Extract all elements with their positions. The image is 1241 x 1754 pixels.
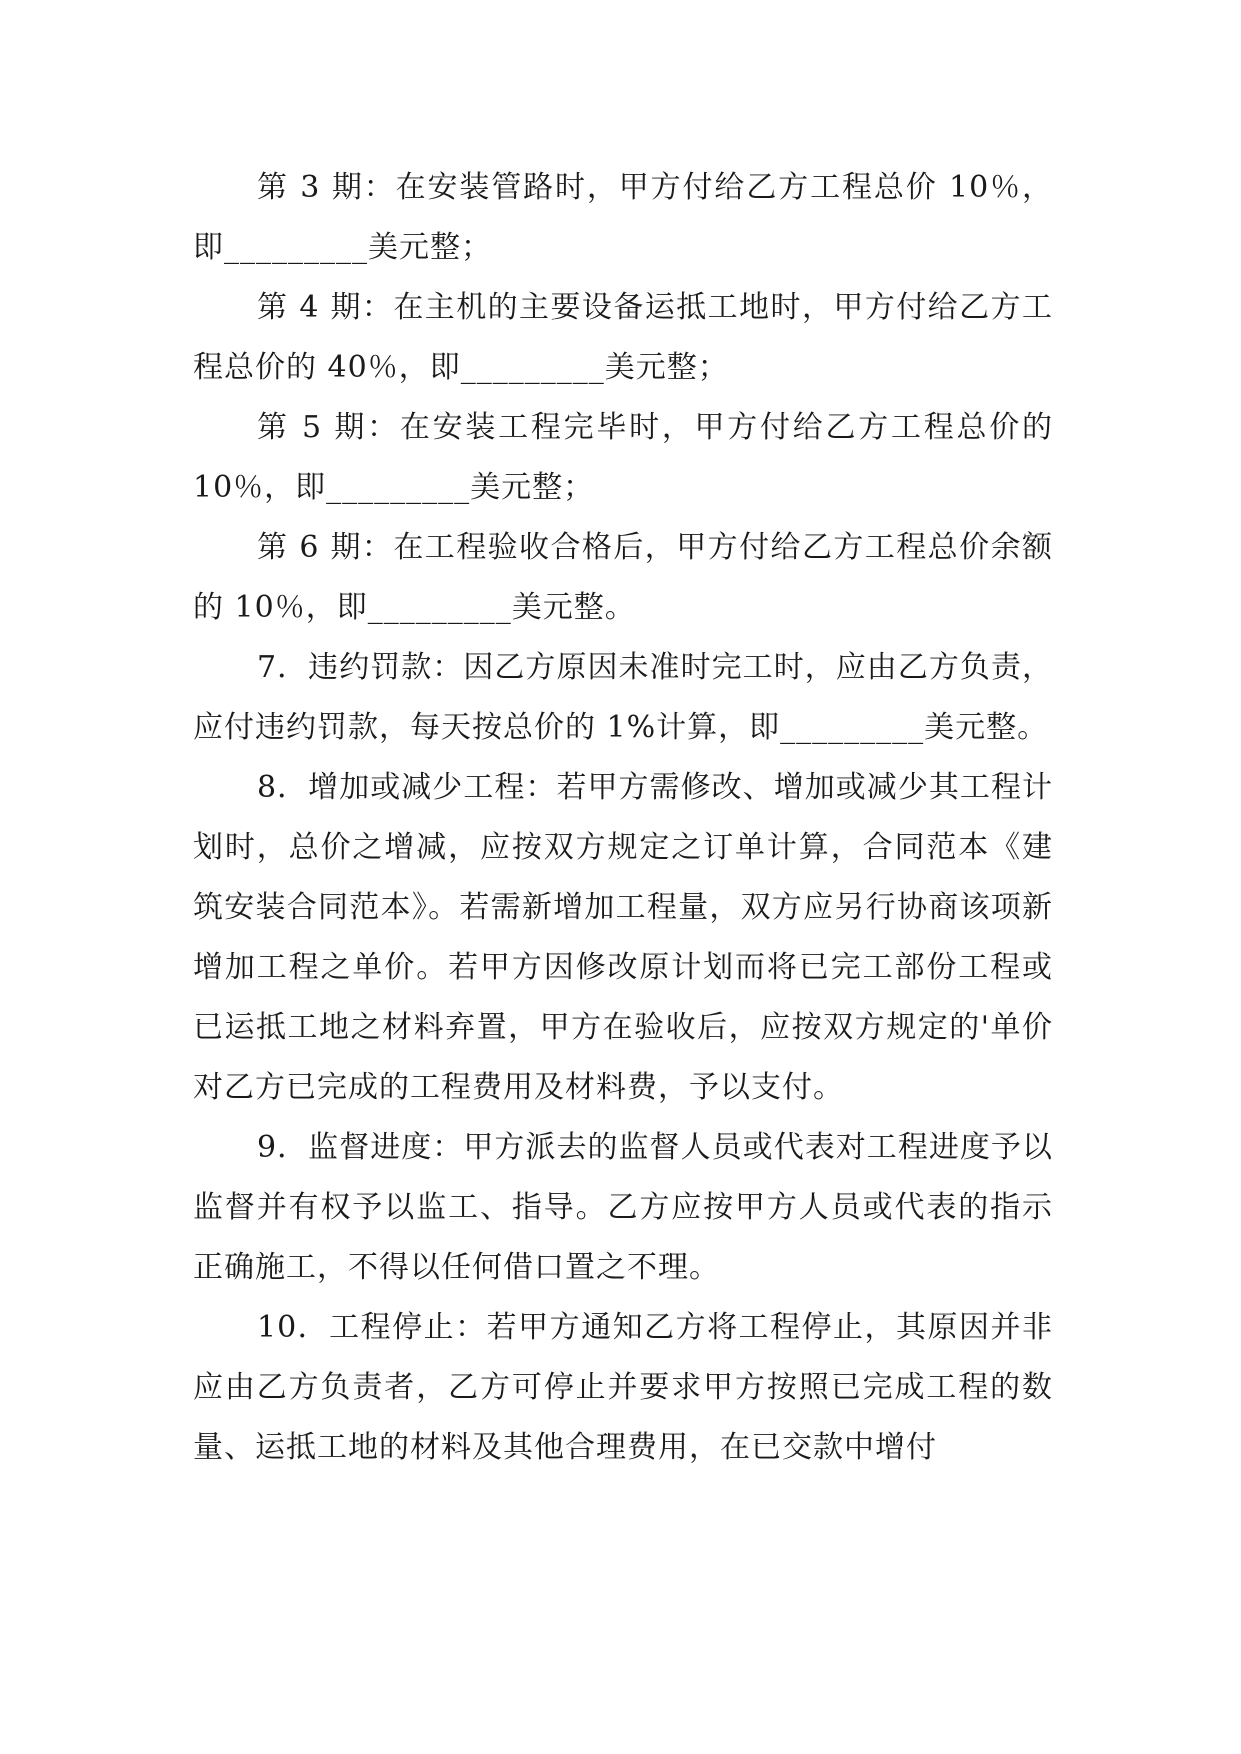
- paragraph-clause-7-penalty: 7．违约罚款：因乙方原因未准时完工时，应由乙方负责，应付违约罚款，每天按总价的 1%计算，即_________美元整。: [193, 650, 1053, 745]
- paragraph-clause-10-stoppage: 10．工程停止：若甲方通知乙方将工程停止，其原因并非应由乙方负责者，乙方可停止并要求甲方按照已完成工程的数量、运抵工地的材料及其他合理费用，在已交款中增付: [193, 1310, 1053, 1465]
- document-body: [193, 158, 1053, 1478]
- paragraph-installment-3: 第 3 期：在安装管路时，甲方付给乙方工程总价 10％，即_________美元整；: [193, 170, 1053, 265]
- paragraph-clause-9-supervision: 9．监督进度：甲方派去的监督人员或代表对工程进度予以监督并有权予以监工、指导。乙方应按甲方人员或代表的指示正确施工，不得以任何借口置之不理。: [193, 1130, 1053, 1285]
- paragraph-installment-6: 第 6 期：在工程验收合格后，甲方付给乙方工程总价余额的 10％，即_________美元整。: [193, 530, 1053, 625]
- paragraph-installment-5: 第 5 期：在安装工程完毕时，甲方付给乙方工程总价的 10％，即_________美元整；: [193, 410, 1053, 505]
- paragraph-clause-8-changes: 8．增加或减少工程：若甲方需修改、增加或减少其工程计划时，总价之增减，应按双方规定之订单计算，合同范本《建筑安装合同范本》。若需新增加工程量，双方应另行协商该项新增加工程之单价。若甲方因修改原计划而将已完工部份工程或已运抵工地之材料弃置，甲方在验收后，应按双方规定的'单价对乙方已完成的工程费用及材料费，予以支付。: [193, 770, 1053, 1105]
- paragraph-installment-4: 第 4 期：在主机的主要设备运抵工地时，甲方付给乙方工程总价的 40％，即_________美元整；: [193, 290, 1053, 385]
